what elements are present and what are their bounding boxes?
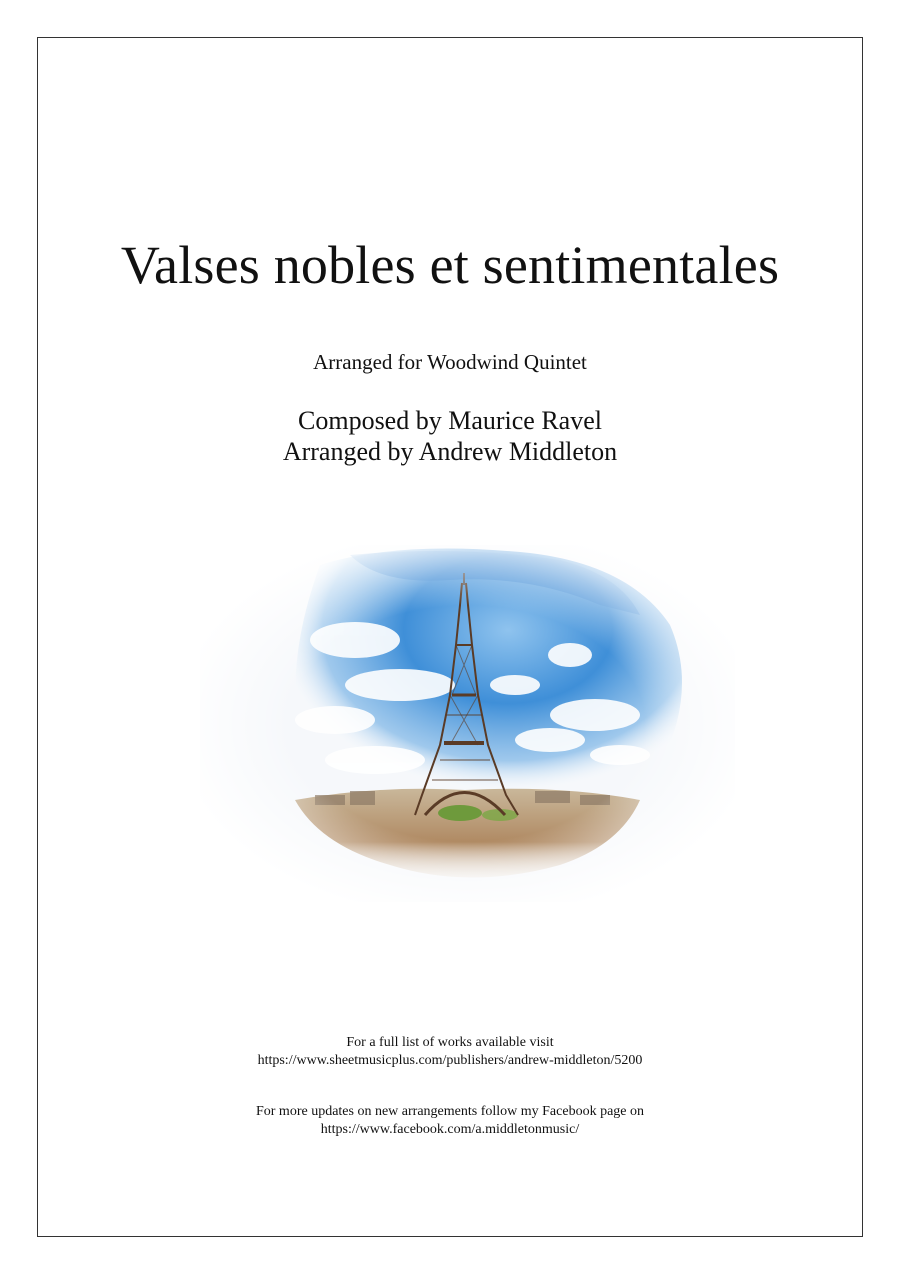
arranger-credit: Arranged by Andrew Middleton	[282, 437, 618, 466]
credits-block	[0, 405, 900, 467]
works-intro: For a full list of works available visit	[346, 1035, 554, 1050]
composer-credit: Composed by Maurice Ravel	[298, 406, 602, 435]
works-link[interactable]: https://www.sheetmusicplus.com/publishers/andrew-middleton/5200	[257, 1053, 643, 1068]
facebook-intro: For more updates on new arrangements follow my Facebook page on	[255, 1104, 644, 1119]
facebook-link[interactable]: https://www.facebook.com/a.middletonmusic/	[320, 1122, 580, 1137]
arrangement-subtitle: Arranged for Woodwind Quintet	[313, 350, 587, 374]
facebook-notice	[0, 1103, 900, 1139]
page-title: Valses nobles et sentimentales	[120, 235, 780, 295]
works-notice	[0, 1034, 900, 1070]
eiffel-tower-illustration	[200, 545, 735, 902]
